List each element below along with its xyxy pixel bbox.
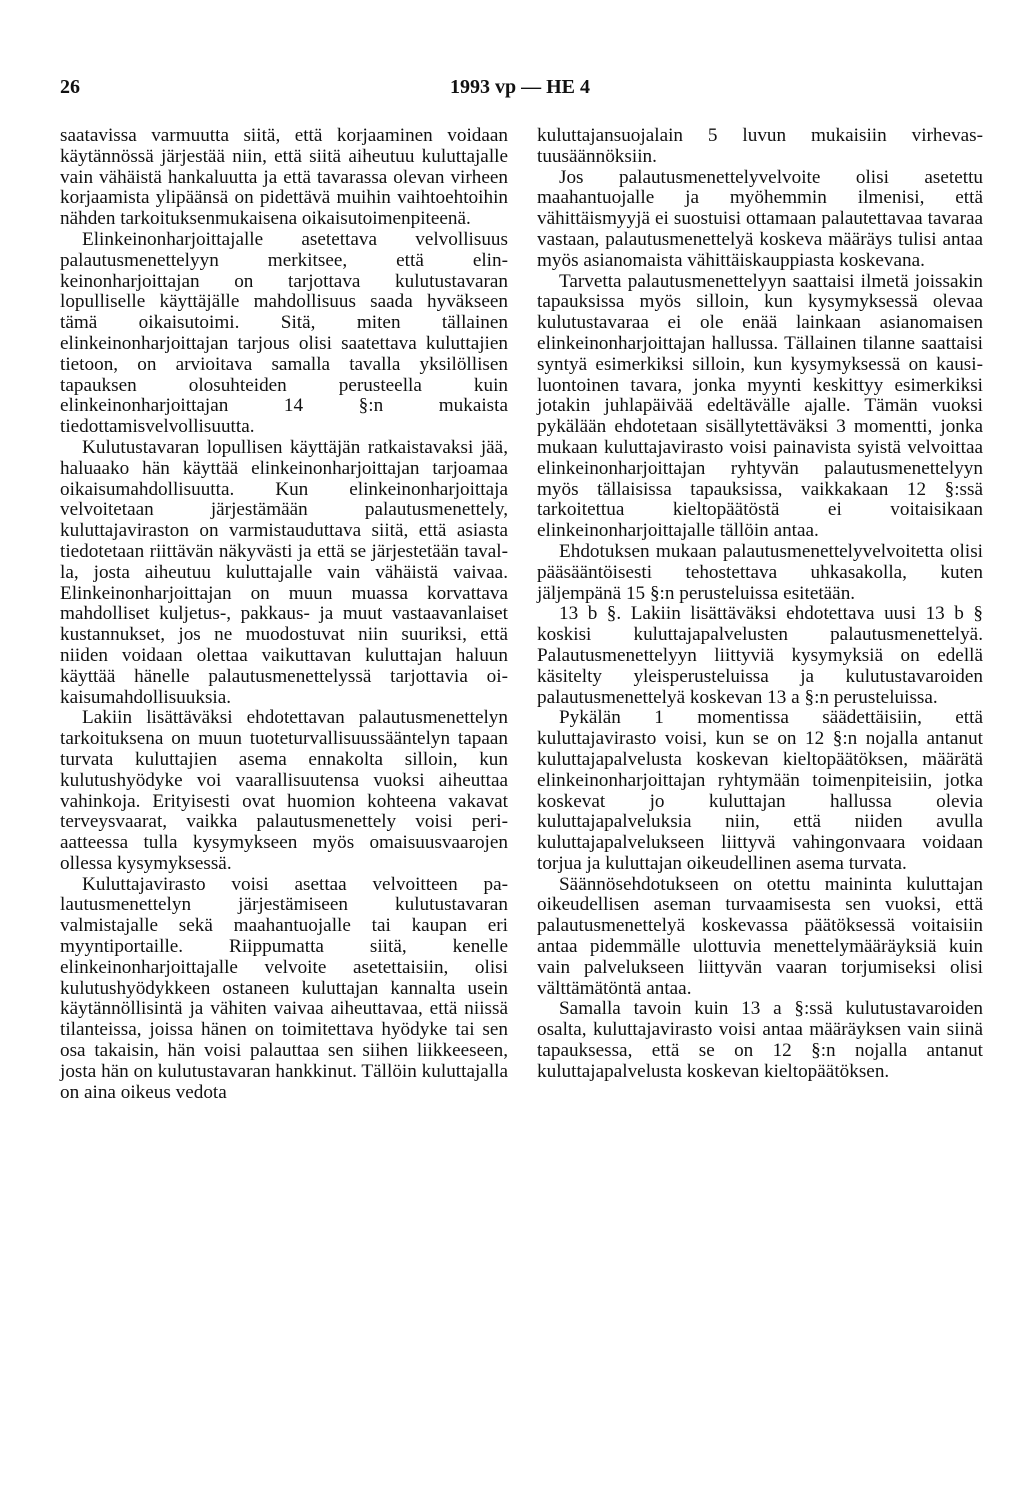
- paragraph: 13 b §. Lakiin lisättäväksi ehdotettava uusi 13 b § koskisi kuluttajapalvelusten palautusmenettelyä. Palautusmenettelyyn liittyviä kysymyksiä on edellä käsitelty yleisperusteluissa ja kulutustavaroiden palautusmenettelyä koskevan 13 a §:n perusteluissa.: [537, 603, 983, 708]
- paragraph: kuluttajansuojalain 5 luvun mukaisiin virhevastuusäännöksiin.: [537, 125, 983, 167]
- paragraph: Tarvetta palautusmenettelyyn saattaisi ilmetä joissakin tapauksissa myös silloin, kun kysymyksessä olevaa kulutustavaraa ei ole enää lainkaan asianomaisen elinkeinonharjoittajan hallussa. Tällainen tilanne saattaisi syntyä esimerkiksi silloin, kun kysymyksessä on kausiluontoinen tavara, jonka myynti keskittyy esimerkiksi jotakin juhlapäivää edeltävälle ajalle. Tämän vuoksi pykälään ehdotetaan sisällytettäväksi 3 momentti, jonka mukaan kuluttajavirasto voisi painavista syistä velvoittaa elinkeinonharjoittajan ryhtyvän palautusmenettelyyn myös tällaisissa tapauksissa, vaikkakaan 12 §:ssä tarkoitettua kieltopäätöstä ei voitaisikaan elinkeinonharjoittajalle tällöin antaa.: [537, 270, 983, 542]
- page-number: 26: [60, 76, 80, 98]
- running-title: 1993 vp — HE 4: [449, 76, 591, 98]
- paragraph: Pykälän 1 momentissa säädettäisiin, että kuluttajavirasto voisi, kun se on 12 §:n nojalla antanut kuluttajapalvelusta koskevan kieltopäätöksen, määrätä elinkeinonharjoittajan ryhtymään toimenpiteisiin, jotka koskevat jo kuluttajan hallussa olevia kuluttajapalveluksia niin, että niiden avulla kuluttajapalvelukseen liittyvä vahingonvaara voidaan torjua ja kuluttajan oikeudellinen asema turvata.: [537, 707, 983, 874]
- paragraph: Kuluttajavirasto voisi asettaa velvoitteen palautusmenettelyn järjestämiseen kulutustavaran valmistajalle sekä maahantuojalle tai kaupan eri myyntiportaille. Riippumatta siitä, kenelle elinkeinonharjoittajalle velvoite asetettaisiin, olisi kulutushyödykkeen ostaneen kuluttajan kannalta usein käytännöllisintä ja vähiten vaivaa aiheuttavaa, että niissä tilanteissa, joissa hänen on toimitettava hyödyke tai sen osa takaisin, hän voisi palauttaa sen siihen liikkeeseen, josta hän on kulutustavaran hankkinut. Tällöin kuluttajalla on aina oikeus vedota: [60, 873, 508, 1103]
- paragraph: Kulutustavaran lopullisen käyttäjän ratkaistavaksi jää, haluaako hän käyttää elinkeinonharjoittajan tarjoamaa oikaisumahdollisuutta. Kun elinkeinonharjoittaja velvoitetaan järjestämään palautusmenettely, kuluttajaviraston on varmistauduttava siitä, että asiasta tiedotetaan riittävän näkyvästi ja että se järjestetään tavalla, josta aiheutuu kuluttajalle vain vähäistä vaivaa. Elinkeinonharjoittajan on muun muassa korvattava mahdolliset kuljetus-, pakkaus- ja muut vastaavanlaiset kustannukset, jos ne muodostuvat niin suuriksi, että niiden voidaan olettaa vaikuttavan kuluttajan haluun käyttää hänelle palautusmenettelyssä tarjottavia oikaisumahdollisuuksia.: [60, 436, 508, 708]
- paragraph: Säännösehdotukseen on otettu maininta kuluttajan oikeudellisen aseman turvaamisesta sen vuoksi, että palautusmenettelyä koskevassa päätöksessä voitaisiin antaa pidemmälle ulottuvia menettelymääräyksiä kuin vain palvelukseen liittyvän vaaran torjumiseksi olisi välttämätöntä antaa.: [537, 873, 983, 999]
- paragraph: Jos palautusmenettelyvelvoite olisi asetettu maahantuojalle ja myöhemmin ilmenisi, että vähittäismyyjä ei suostuisi ottamaan palautettavaa tavaraa vastaan, palautusmenettelyä koskeva määräys tulisi antaa myös asianomaista vähittäiskauppiasta koskevana.: [537, 166, 983, 271]
- paragraph: Ehdotuksen mukaan palautusmenettelyvelvoitetta olisi pääsääntöisesti tehostettava uhkasakolla, kuten jäljempänä 15 §:n perusteluissa esitetään.: [537, 540, 983, 604]
- paragraph: Samalla tavoin kuin 13 a §:ssä kulutustavaroiden osalta, kuluttajavirasto voisi antaa määräyksen vain siinä tapauksessa, että se on 12 §:n nojalla antanut kuluttajapalvelusta koskevan kieltopäätöksen.: [537, 998, 983, 1082]
- paragraph: saatavissa varmuutta siitä, että korjaaminen voidaan käytännössä järjestää niin, että siitä aiheutuu kuluttajalle vain vähäistä hankaluutta ja että tavarassa olevan virheen korjaamista ylipäänsä on pidettävä muihin vaihtoehtoihin nähden tarkoituksenmukaisena oikaisutoimenpiteenä.: [60, 125, 508, 230]
- right-column: [537, 126, 983, 1083]
- left-column: [60, 126, 508, 1103]
- paragraph: Lakiin lisättäväksi ehdotettavan palautusmenettelyn tarkoituksena on muun tuoteturvallisuussääntelyn tapaan turvata kuluttajien asema ennakolta silloin, kun kulutushyödyke voi vaarallisuutensa vuoksi aiheuttaa vahinkoja. Erityisesti ovat huomion kohteena vakavat terveysvaarat, vaikka palautusmenettely voisi periaatteessa tulla kysymykseen myös omaisuusvaarojen ollessa kysymyksessä.: [60, 707, 508, 874]
- page-header: [60, 76, 980, 102]
- paragraph: Elinkeinonharjoittajalle asetettava velvollisuus palautusmenettelyyn merkitsee, että elinkeinonharjoittajan on tarjottava kulutustavaran lopulliselle käyttäjälle mahdollisuus saada hyväkseen tämä oikaisutoimi. Sitä, miten tällainen elinkeinonharjoittajan tarjous olisi saatettava kuluttajien tietoon, on arvioitava samalla tavalla yksilöllisen tapauksen olosuhteiden perusteella kuin elinkeinonharjoittajan 14 §:n mukaista tiedottamisvelvollisuutta.: [60, 228, 508, 438]
